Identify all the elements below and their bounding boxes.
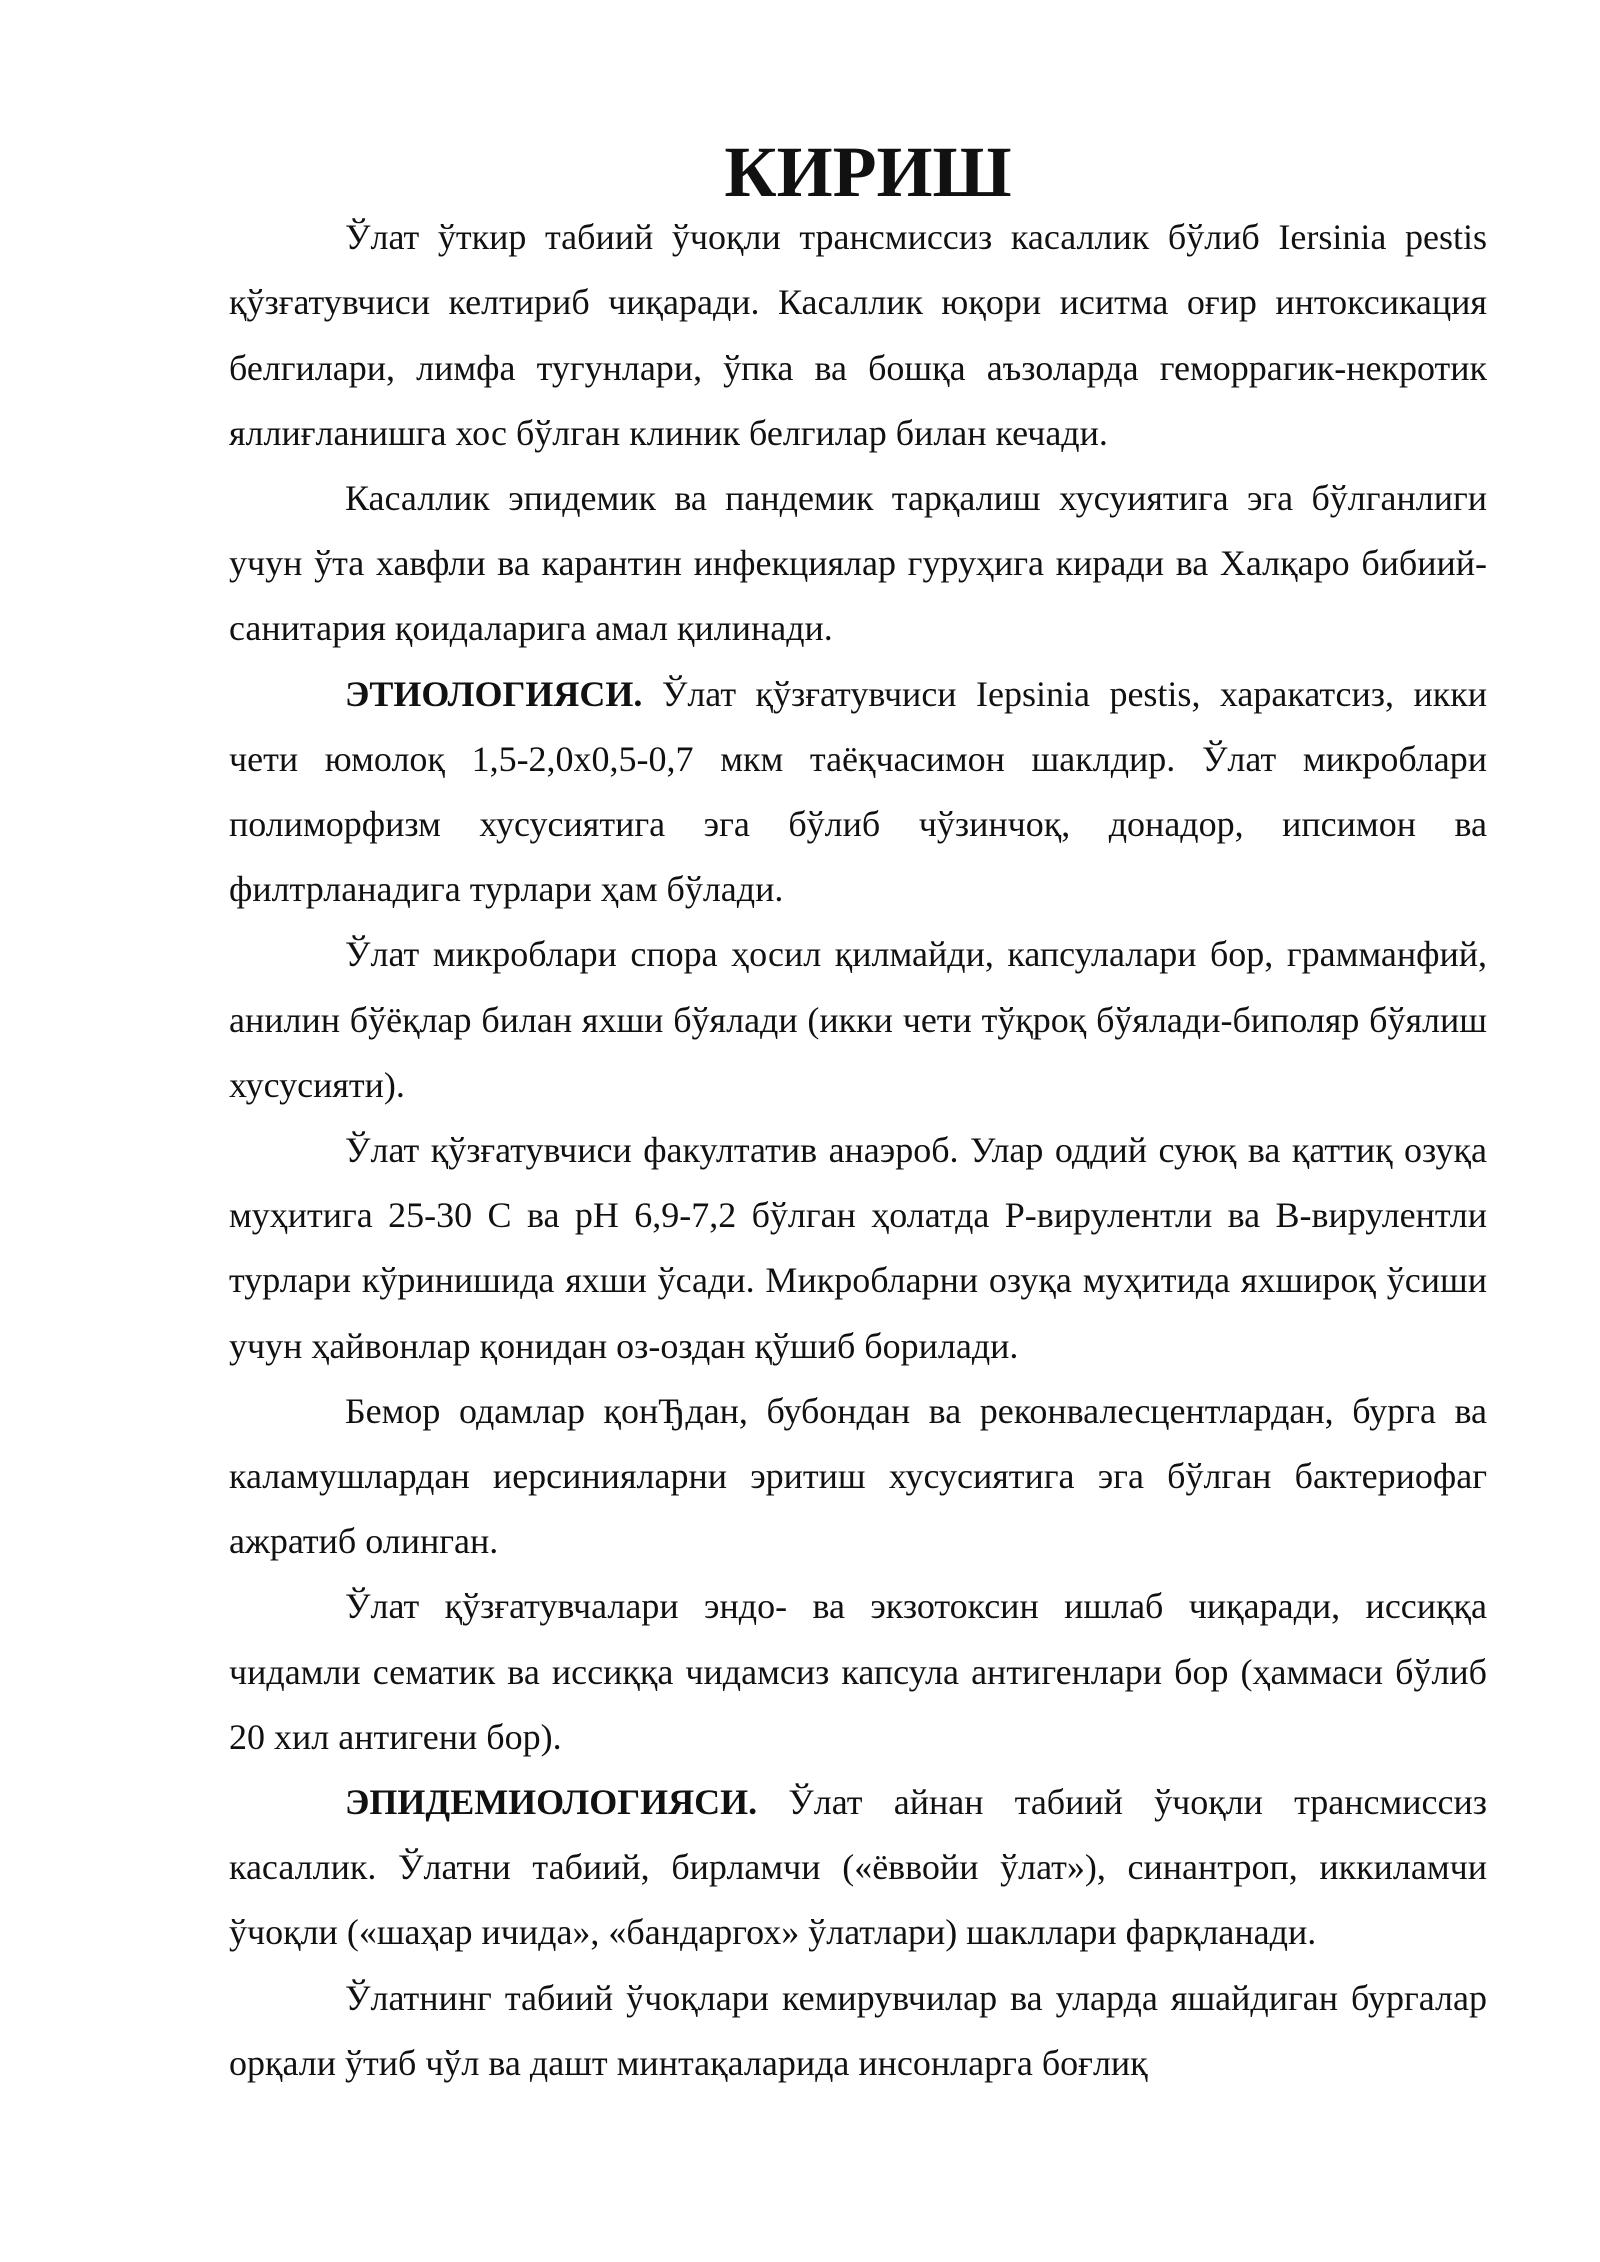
paragraph-text: Ўлат ўткир табиий ўчоқли трансмиссиз касаллик бўлиб Iersinia pestis қўзғатувчиси келтириб чиқаради. Касаллик юқори иситма оғир интоксикация белгилари, лимфа тугунлари, ўпка ва бошқа аъзоларда геморрагик-некротик яллиғланишга хос бўлган клиник белгилар билан кечади. (229, 217, 1487, 453)
paragraph-text: Ўлат қўзғатувчалари эндо- ва экзотоксин ишлаб чиқаради, иссиққа чидамли сематик ва иссиққа чидамсиз капсула антигенлари бор (ҳаммаси бўлиб 20 хил антигени бор). (229, 1586, 1487, 1757)
paragraph-spores (229, 922, 1487, 1118)
paragraph-anaerobe (229, 1118, 1487, 1379)
paragraph-text: Касаллик эпидемик ва пандемик тарқалиш хусуиятига эга бўлганлиги учун ўта хавфли ва карантин инфекциялар гуруҳига киради ва Халқаро бибиий-санитария қоидаларига амал қилинади. (229, 478, 1487, 649)
paragraph-text: Ўлат айнан табиий ўчоқли трансмиссиз касаллик. Ўлатни табиий, бирламчи («ёввойи ўлат»), синантроп, иккиламчи ўчоқли («шаҳар ичида», «бандаргох» ўлатлари) шакллари фарқланади. (229, 1782, 1487, 1953)
paragraph-toxins (229, 1574, 1487, 1770)
paragraph-text: Ўлатнинг табиий ўчоқлари кемирувчилар ва уларда яшайдиган бургалар орқали ўтиб чўл ва дашт минтақаларида инсонларга боғлиқ (229, 1977, 1487, 2083)
section-heading-etiology: ЭТИОЛОГИЯСИ. (345, 673, 643, 714)
document-page (229, 132, 1487, 2096)
paragraph-bacteriophage (229, 1379, 1487, 1575)
section-heading-epidemiology: ЭПИДЕМИОЛОГИЯСИ. (345, 1782, 758, 1823)
paragraph-natural-foci (229, 1966, 1487, 2096)
paragraph-epidemiology (229, 1770, 1487, 1966)
paragraph-intro (229, 205, 1487, 466)
paragraph-text: Ўлат қўзғатувчиси факултатив анаэроб. Улар оддий суюқ ва қаттиқ озуқа муҳитига 25-30 С ва рН 6,9-7,2 бўлган ҳолатда Р-вирулентли ва В-вирулентли турлари кўринишида яхши ўсади. Микробларни озуқа муҳитида яхшироқ ўсиши учун ҳайвонлар қонидан оз-оздан қўшиб борилади. (229, 1130, 1487, 1366)
paragraph-text: Ўлат микроблари спора ҳосил қилмайди, капсулалари бор, грамманфий, анилин бўёқлар билан яхши бўялади (икки чети тўқроқ бўялади-биполяр бўялиш хусусияти). (229, 934, 1487, 1105)
page-title: КИРИШ (724, 132, 1012, 212)
paragraph-etiology (229, 662, 1487, 923)
paragraph-epidemic (229, 466, 1487, 662)
paragraph-text: Бемор одамлар қонЂдан, бубондан ва реконвалесцентлардан, бурга ва каламушлардан иерсинияларни эритиш хусусиятига эга бўлган бактериофаг ажратиб олинган. (229, 1390, 1487, 1562)
paragraph-text: Ўлат қўзғатувчиси Iepsinia pestis, харакатсиз, икки чети юмолоқ 1,5-2,0x0,5-0,7 мкм таёқчасимон шаклдир. Ўлат микроблари полиморфизм хусусиятига эга бўлиб чўзинчоқ, донадор, ипсимон ва филтрланадига турлари ҳам бўлади. (229, 673, 1487, 910)
